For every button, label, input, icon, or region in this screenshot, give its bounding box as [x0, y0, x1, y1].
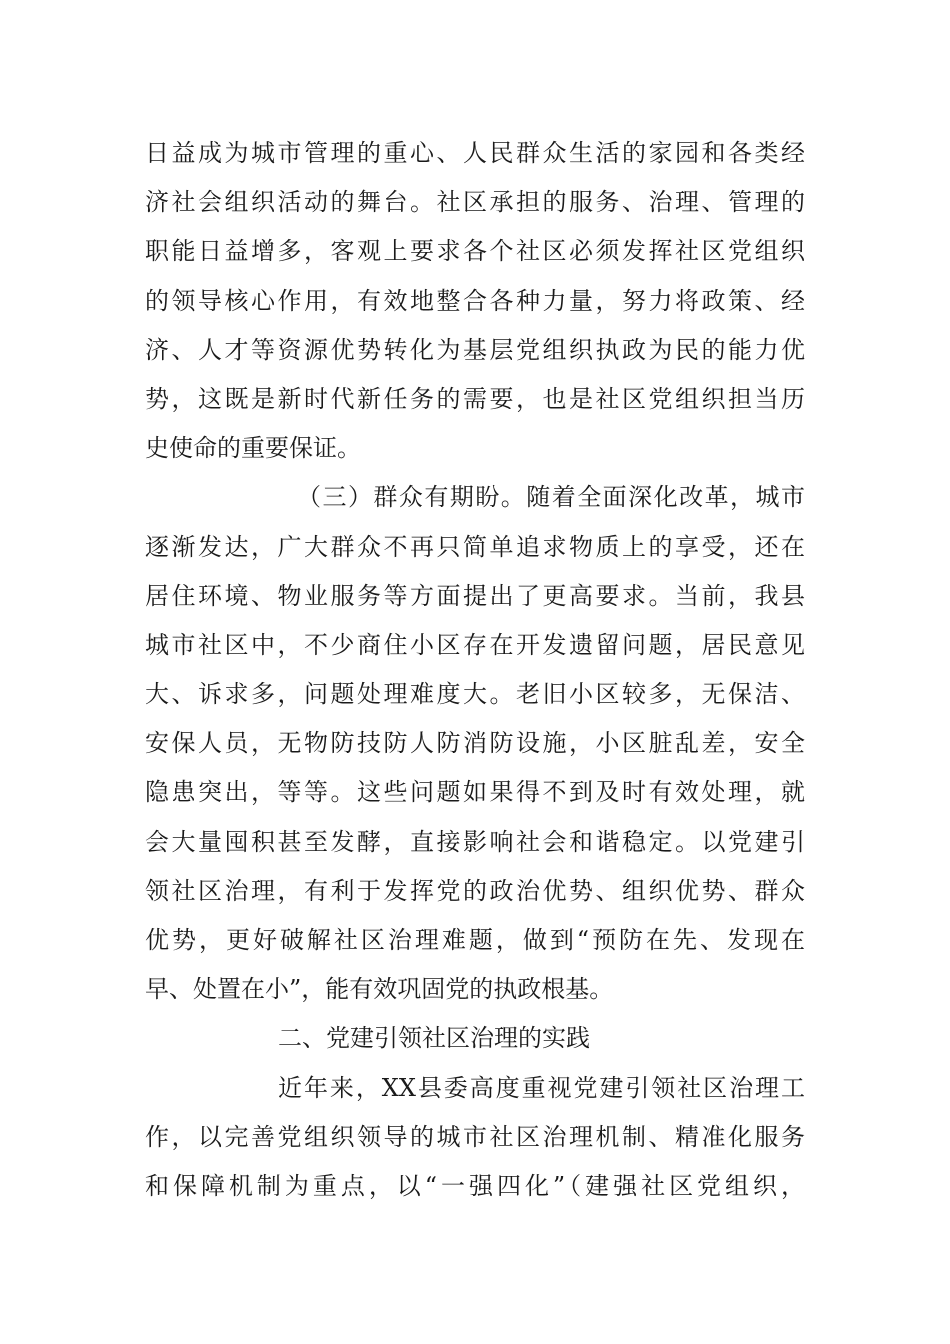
paragraph-1-line: 日益成为城市管理的重心、人民群众生活的家园和各类经 — [145, 139, 805, 167]
paragraph-1-line: 的领导核心作用，有效地整合各种力量，努力将政策、经 — [145, 286, 805, 315]
paragraph-2-line: 优势，更好破解社区治理难题，做到“预防在先、发现在 — [145, 926, 805, 954]
paragraph-1-line: 济、人才等资源优势转化为基层党组织执政为民的能力优 — [145, 335, 805, 364]
paragraph-2-line: 逐渐发达，广大群众不再只简单追求物质上的享受，还在 — [145, 532, 805, 561]
paragraph-2-line: 领社区治理，有利于发挥党的政治优势、组织优势、群众 — [145, 876, 805, 905]
paragraph-3-line: 近年来，XX县委高度重视党建引领社区治理工 — [278, 1073, 805, 1102]
paragraph-2-line: 居住环境、物业服务等方面提出了更高要求。当前，我县 — [145, 581, 805, 610]
paragraph-2-line: 安保人员，无物防技防人防消防设施，小区脏乱差，安全 — [145, 729, 805, 758]
paragraph-3-line: 和保障机制为重点，以“一强四化”（建强社区党组织， — [145, 1171, 805, 1200]
paragraph-2-line: 大、诉求多，问题处理难度大。老旧小区较多，无保洁、 — [145, 680, 805, 709]
paragraph-2-line: 城市社区中，不少商住小区存在开发遗留问题，居民意见 — [145, 630, 805, 659]
section-heading: 二、党建引领社区治理的实践 — [278, 1024, 590, 1053]
paragraph-2-line: 隐患突出，等等。这些问题如果得不到及时有效处理，就 — [145, 778, 805, 807]
paragraph-2-line: 会大量囤积甚至发酵，直接影响社会和谐稳定。以党建引 — [145, 827, 805, 856]
paragraph-1-line: 济社会组织活动的舞台。社区承担的服务、治理、管理的 — [145, 188, 805, 217]
paragraph-2-line: （三）群众有期盼。随着全面深化改革，城市 — [297, 483, 805, 512]
body-text — [145, 129, 805, 1211]
paragraph-1-line: 势，这既是新时代新任务的需要，也是社区党组织担当历 — [145, 384, 805, 413]
paragraph-1-line: 职能日益增多，客观上要求各个社区必须发挥社区党组织 — [145, 237, 805, 266]
paragraph-3-line: 作，以完善党组织领导的城市社区治理机制、精准化服务 — [145, 1122, 805, 1151]
paragraph-2-line: 早、处置在小”，能有效巩固党的执政根基。 — [145, 975, 614, 1004]
paragraph-1-line: 史使命的重要保证。 — [145, 434, 361, 463]
